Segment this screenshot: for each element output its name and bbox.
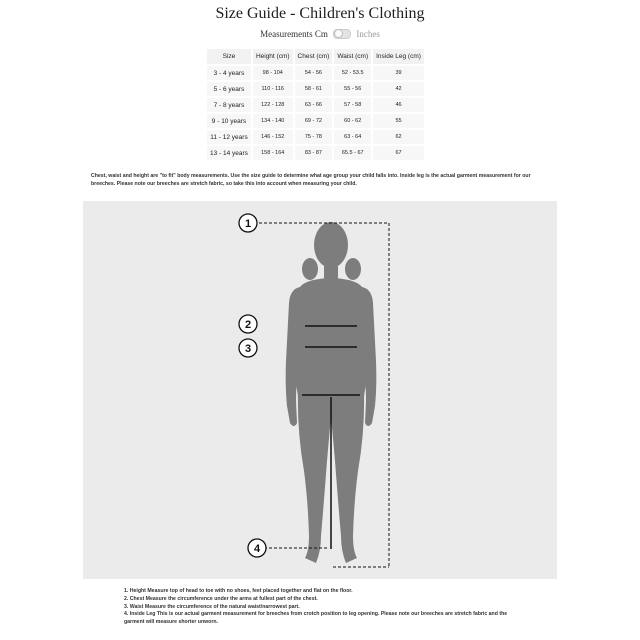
chest-cell: 69 - 72 (295, 114, 333, 128)
marker-3 (239, 339, 257, 357)
chest-cell: 63 - 66 (295, 98, 333, 112)
size-cell: 9 - 10 years (207, 114, 251, 128)
marker-3-label: 3 (244, 343, 252, 355)
size-cell: 7 - 8 years (207, 98, 251, 112)
inside-leg-cell: 46 (373, 98, 424, 112)
chest-cell: 54 - 56 (295, 66, 333, 80)
note-key: 3. Waist (124, 603, 144, 610)
note-text: Measure the circumference under the arms at fullest part of the chest. (145, 595, 318, 602)
inside-leg-cell: 67 (373, 146, 424, 160)
note-text: Measure the circumference of the natural waist/narrowest part. (144, 603, 300, 610)
unit-cm-label[interactable]: Cm (314, 28, 328, 39)
height-cell: 134 - 140 (253, 114, 293, 128)
table-row (207, 114, 424, 128)
size-cell: 13 - 14 years (207, 146, 251, 160)
table-row (207, 130, 424, 144)
chest-cell: 75 - 78 (295, 130, 333, 144)
table-header-row (207, 49, 424, 64)
page-title: Size Guide - Children's Clothing (215, 5, 425, 22)
list-item (124, 604, 524, 612)
size-cell: 3 - 4 years (207, 66, 251, 80)
size-table (205, 47, 426, 162)
height-cell: 158 - 164 (253, 146, 293, 160)
marker-2 (239, 315, 257, 333)
measurement-notes (124, 588, 524, 627)
height-cell: 122 - 128 (253, 98, 293, 112)
table-row (207, 82, 424, 96)
chest-cell: 83 - 87 (295, 146, 333, 160)
measurement-diagram (83, 201, 557, 579)
list-item (124, 611, 524, 627)
waist-cell: 60 - 62 (334, 114, 371, 128)
measurements-label: Measurements (260, 28, 313, 39)
inside-leg-cell: 55 (373, 114, 424, 128)
header-waist: Waist (cm) (334, 49, 371, 64)
fit-note: Chest, waist and height are "to fit" body measurements. Use the size guide to determine what age group your child falls into. Inside leg is the actual garment measurement for our breeches. Please note our breeches are stretch fabric, so take this into account when measuring your child. (91, 173, 531, 187)
size-cell: 11 - 12 years (207, 130, 251, 144)
unit-toggle[interactable] (333, 29, 351, 39)
list-item (124, 596, 524, 604)
waist-cell: 57 - 58 (334, 98, 371, 112)
unit-inches-label[interactable]: Inches (356, 28, 380, 39)
header-height: Height (cm) (253, 49, 293, 64)
unit-switch (0, 28, 640, 39)
inside-leg-cell: 39 (373, 66, 424, 80)
header-size: Size (207, 49, 251, 64)
height-cell: 98 - 104 (253, 66, 293, 80)
toggle-knob (334, 29, 343, 38)
waist-cell: 52 - 53.5 (334, 66, 371, 80)
waist-cell: 65.5 - 67 (334, 146, 371, 160)
marker-1-label: 1 (244, 218, 252, 230)
size-cell: 5 - 6 years (207, 82, 251, 96)
inside-leg-cell: 62 (373, 130, 424, 144)
inside-leg-cell: 42 (373, 82, 424, 96)
note-text: This is our actual garment measurement for breeches from crotch position to leg opening. Please note our breeches are stretch fabric and the garment will measure shorter unworn. (124, 611, 508, 626)
table-row (207, 66, 424, 80)
chest-cell: 58 - 61 (295, 82, 333, 96)
header-inside-leg: Inside Leg (cm) (373, 49, 424, 64)
marker-4-label: 4 (253, 543, 261, 555)
note-text: Measure top of head to toe with no shoes, feet placed together and flat on the floor. (147, 588, 353, 594)
height-cell: 146 - 152 (253, 130, 293, 144)
note-key: 1. Height (124, 588, 146, 594)
height-cell: 110 - 116 (253, 82, 293, 96)
note-key: 4. Inside Leg (124, 611, 156, 618)
marker-2-label: 2 (244, 319, 252, 331)
table-row (207, 146, 424, 160)
marker-1 (239, 214, 257, 232)
list-item (124, 588, 524, 596)
marker-4 (248, 539, 266, 557)
table-row (207, 98, 424, 112)
waist-cell: 63 - 64 (334, 130, 371, 144)
header-chest: Chest (cm) (295, 49, 333, 64)
note-key: 2. Chest (124, 595, 145, 602)
waist-cell: 55 - 56 (334, 82, 371, 96)
